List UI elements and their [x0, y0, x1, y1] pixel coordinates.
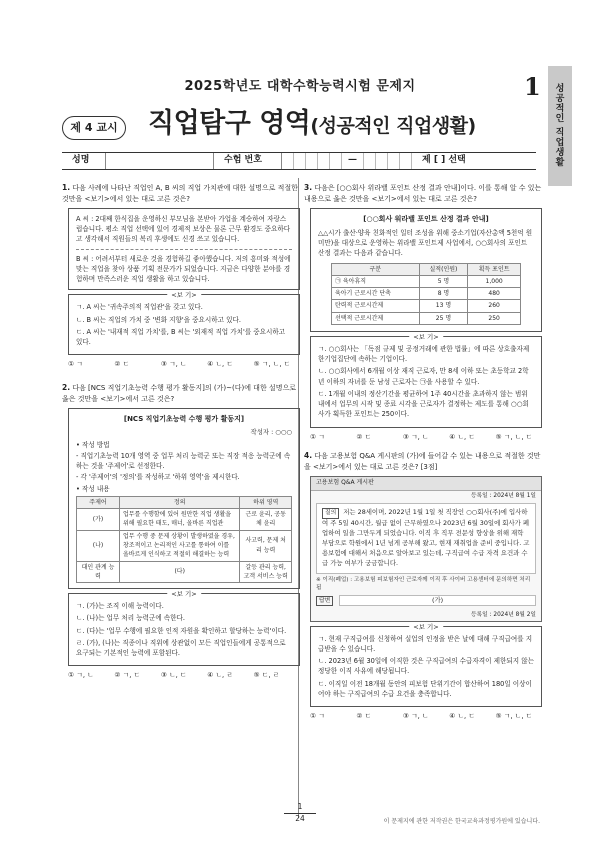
worksheet-title: [NCS 직업기초능력 수행 평가 활동지]: [123, 415, 245, 424]
question-stem: 다음 고용보험 Q&A 게시판의 (가)에 들어갈 수 있는 내용으로 적절한 것만을 <보기>에서 있는 대로 고른 것은? [3점]: [304, 452, 541, 471]
side-tab-char: 공: [555, 93, 565, 104]
qa-note: ※ 이직(폐업) : 고용보험 피보험자인 근로자께 이직 후 사이버 고용센터에 문의하면 처리 됩: [316, 577, 531, 592]
table-cell: (나): [77, 530, 120, 561]
exam-number-digit[interactable]: [376, 153, 388, 169]
question-number: 3.: [304, 183, 313, 192]
q1-bogi: [68, 291, 300, 355]
qa-question-text: 저는 28세이며, 2022년 1월 1일 첫 직장인 ○○회사(주)에 입사하여 주 5일 40시간, 월급 없이 근무하였으나 2023년 6월 30일에 회사가 폐업하여 일을 그만두게 되었습니다. 이직 후 직무 전문성 향상을 위해 재학 부담으로 학원에서 1년 넘게 공부해 왔고, 현재 재취업을 준비 중입니다. 고용보험에 대해서 처음으로 알아보고 있는데, 구직급여 수급 자격 요건과 수급 가능 여부가 궁금합니다.: [322, 508, 530, 568]
q1-case-box: [68, 208, 300, 290]
bogi-item: ㄷ. (다)는 '업무 수행에 필요한 인적 자원을 확인하고 할당하는 능력'이다.: [76, 626, 287, 635]
choice-3[interactable]: ③ ㄱ, ㄴ: [402, 711, 429, 720]
q3-choices: [310, 433, 542, 443]
exam-number-digit[interactable]: [306, 153, 318, 169]
bogi-item: ㄱ. 현재 구직급여를 신청하여 실업의 인정을 받은 날에 대해 구직급여를 지급받을 수 있습니다.: [318, 634, 533, 653]
table-cell: ㉠ 육아휴직: [331, 275, 419, 287]
score-table: [331, 263, 521, 325]
choice-5[interactable]: ⑤ ㄱ, ㄴ, ㄷ: [253, 360, 291, 369]
table-cell: 육아기 근로시간 단축: [331, 288, 419, 300]
table-header: 주제어: [77, 496, 120, 508]
choice-5[interactable]: ⑤ ㄱ, ㄴ, ㄷ: [495, 711, 533, 720]
table-cell: 근로 윤리, 공동체 윤리: [240, 509, 292, 531]
worksheet-method: - 직업기초능력 10개 영역 중 업무 처리 능력군 또는 직장 적응 능력군에 속하는 것을 '주제어'로 선정한다.: [76, 452, 291, 471]
choice-5[interactable]: ⑤ ㄷ, ㄹ: [253, 671, 280, 680]
choice-5[interactable]: ⑤ ㄱ, ㄴ, ㄷ: [495, 432, 533, 441]
question-number: 4.: [304, 451, 313, 461]
table-row: [77, 530, 292, 561]
qa-board-header: 고용보험 Q&A 게시판: [311, 477, 541, 491]
subject-title: [148, 104, 476, 143]
table-row: [331, 300, 520, 312]
table-row: [331, 312, 520, 324]
table-cell: 1,000: [468, 275, 521, 287]
q3-bogi: [310, 332, 542, 428]
table-row: [77, 509, 292, 531]
choice-1[interactable]: ① ㄱ, ㄴ: [68, 671, 94, 680]
question-stem: 다음 사례에 나타난 직업인 A, B 씨의 직업 가치관에 대한 설명으로 적절한 것만을 <보기>에서 있는 대로 고른 것은?: [62, 184, 298, 203]
q2-choices: [68, 671, 300, 681]
side-tab-char: 생: [555, 148, 565, 159]
side-tab-char: 성: [555, 83, 565, 94]
bogi-title: <보 기>: [409, 622, 443, 632]
question-3: [304, 182, 542, 204]
side-tab-char: 활: [555, 158, 565, 169]
exam-number-label: 수험 번호: [214, 153, 282, 169]
table-header: 실적(인원): [419, 263, 468, 275]
exam-number-digit[interactable]: [294, 153, 306, 169]
choice-4[interactable]: ④ ㄴ, ㄷ: [449, 432, 475, 441]
q2-bogi: [68, 590, 300, 666]
q4-choices: [310, 712, 542, 722]
question-4: [304, 450, 542, 472]
table-cell: 탄력적 근로시간제: [331, 300, 419, 312]
qa-question-tag: 질의: [322, 508, 339, 519]
notice-title: [○○회사 워라밸 포인트 산정 결과 안내]: [363, 215, 489, 223]
table-cell: 갈등 관리 능력, 고객 서비스 능력: [240, 561, 292, 583]
question-number: 1.: [62, 183, 71, 192]
table-cell: 업무를 수행함에 있어 원만한 직업 생활을 위해 필요한 태도, 매너, 올바른 직업관: [120, 509, 240, 531]
bogi-item: ㄱ. A 씨는 '귀속주의적 직업관'을 갖고 있다.: [76, 303, 203, 312]
choice-2[interactable]: ② ㄷ: [356, 432, 372, 441]
elective-select-label: 제 [ ] 선택: [422, 155, 466, 166]
table-header: 구분: [331, 263, 419, 275]
bogi-item: ㄴ. (나)는 업무 처리 능력군에 속한다.: [76, 614, 185, 623]
notice-body: △△시가 출산·양육 친화적인 일터 조성을 위해 중소기업(자산총액 5천억 원 미만)을 대상으로 운영하는 위라밸 포인트제 사업에서, ○○회사의 포인트 산정 결과는 다음과 같습니다.: [318, 228, 533, 258]
worksheet-writer: 작성자 : ○○○: [250, 427, 292, 436]
q4-bogi: [310, 622, 542, 707]
table-cell: 260: [468, 300, 521, 312]
side-tab-char: 업: [555, 138, 565, 149]
choice-1[interactable]: ① ㄱ: [310, 711, 325, 720]
table-cell: 25 명: [419, 312, 468, 324]
table-row: [77, 561, 292, 583]
bogi-item: ㄴ. ○○회사에서 6개월 이상 재직 근로자, 만 8세 이하 또는 초등학교 2학년 이하의 자녀를 둔 남성 근로자는 ㉠을 사용할 수 있다.: [318, 367, 529, 386]
subject-main: 직업탐구 영역: [148, 108, 311, 139]
period-badge: 제 4 교시: [62, 116, 126, 140]
question-2: [62, 382, 300, 404]
choice-3[interactable]: ③ ㄱ, ㄴ: [160, 360, 187, 369]
subject-side-tab: [548, 66, 572, 186]
subject-sub: (성공적인 직업생활): [310, 115, 476, 137]
case-b: B 씨 : 어려서부터 새로운 것을 경험하길 좋아했습니다. 저의 흥미와 적성에 맞는 직업을 찾아 상품 기획 전문가가 되었습니다. 지금은 다양한 분야를 경험하며 만족스러운 직업 생활을 하고 있습니다.: [76, 254, 291, 284]
qa-answer-field: [339, 595, 536, 606]
table-cell: (가): [77, 509, 120, 531]
table-header: 하위 영역: [240, 496, 292, 508]
name-field[interactable]: [106, 153, 214, 169]
name-row: [62, 152, 536, 170]
left-column: [62, 182, 300, 681]
worksheet-table: [76, 496, 292, 583]
exam-number-digit[interactable]: [330, 153, 342, 169]
choice-3[interactable]: ③ ㄴ, ㄷ: [160, 671, 187, 680]
exam-number-digit[interactable]: [282, 153, 294, 169]
bogi-item: ㄹ. (가), (나)는 직종이나 직위에 상관없이 모든 직업인들에게 공통적으로 요구되는 기본적인 능력에 포함된다.: [76, 638, 286, 658]
copyright-notice: 이 문제지에 관한 저작권은 한국교육과정평가원에 있습니다.: [383, 818, 540, 825]
table-cell: 480: [468, 288, 521, 300]
choice-4[interactable]: ④ ㄴ, ㄷ: [207, 360, 233, 369]
choice-1[interactable]: ① ㄱ: [310, 432, 325, 441]
qa-answer-date: 등록일 : 2024년 8월 2일: [470, 612, 536, 619]
q1-choices: [68, 360, 300, 370]
qa-answer-tag: 답변: [316, 596, 333, 606]
side-tab-char: 인: [555, 113, 565, 124]
exam-number-digit[interactable]: [388, 153, 400, 169]
table-cell: 5 명: [419, 275, 468, 287]
bogi-item: ㄱ. (가)는 조직 이해 능력이다.: [76, 602, 164, 611]
question-number: 2.: [62, 383, 71, 393]
dashed-divider: [76, 249, 292, 250]
table-cell: 250: [468, 312, 521, 324]
side-tab-char: 적: [555, 103, 565, 114]
qa-board: [310, 476, 542, 621]
exam-number-digit[interactable]: [400, 153, 412, 169]
table-row: [331, 275, 520, 287]
bogi-title: <보 기>: [409, 332, 443, 342]
bogi-item: ㄷ. 이직일 이전 18개월 동안의 피보험 단위기간이 합산하여 180일 이상이어야 하는 구직급여의 수급 요건을 충족합니다.: [318, 679, 532, 698]
bogi-item: ㄱ. ○○회사는 「독점 규제 및 공정거래에 관한 법률」에 따른 상호출자제한기업집단에 속하는 기업이다.: [318, 344, 530, 364]
bogi-item: ㄷ. 1개월 이내의 정산기간을 평균하여 1주 40시간을 초과하지 않는 범위 내에서 업무의 시작 및 종료 시각을 근로자가 결정하는 제도를 통해 ○○회사가 획득한 포인트는 250이다.: [318, 389, 529, 419]
choice-4[interactable]: ④ ㄴ, ㄷ: [449, 711, 475, 720]
worksheet-method: - 각 '주제어'의 '정의'를 작성하고 '하위 영역'을 제시한다.: [76, 473, 240, 482]
side-tab-char: 직: [555, 128, 565, 138]
choice-2[interactable]: ② ㄷ: [114, 360, 130, 369]
bogi-title: <보 기>: [167, 290, 201, 300]
name-label: 성명: [62, 153, 106, 169]
exam-number-digit[interactable]: [318, 153, 330, 169]
table-header: 정의: [120, 496, 240, 508]
table-cell: 업무 수행 중 문제 상황이 발생하였을 경우, 창조적이고 논리적인 사고를 통하여 이를 올바르게 인식하고 적절히 해결하는 능력: [120, 530, 240, 561]
table-row: [331, 288, 520, 300]
choice-2[interactable]: ② ㄱ, ㄷ: [114, 671, 141, 680]
choice-1[interactable]: ① ㄱ: [68, 360, 83, 369]
exam-number-digit[interactable]: [364, 153, 376, 169]
right-column: [304, 182, 542, 722]
table-cell: 13 명: [419, 300, 468, 312]
table-header: 획득 포인트: [468, 263, 521, 275]
exam-number-dash: —: [342, 153, 364, 169]
q2-worksheet: [68, 408, 300, 589]
bogi-item: ㄴ. 2023년 6월 30일에 이직한 것은 구직급여의 수급자격이 제한되지 않는 정당한 이직 사유에 해당됩니다.: [318, 657, 534, 676]
table-cell: 사고력, 문제 처리 능력: [240, 530, 292, 561]
worksheet-section: • 작성 내용: [76, 484, 110, 493]
case-a: A 씨 : 2대째 한식집을 운영하신 부모님을 본받아 가업을 계승하여 자랑스럽습니다. 평소 직업 선택에 있어 경제적 보상은 물론 근무 환경도 중요하다고 생각해서 직원들의 복리 후생에도 신경 쓰고 있습니다.: [76, 215, 291, 244]
choice-2[interactable]: ② ㄷ: [356, 711, 372, 720]
bogi-item: ㄴ. B 씨는 직업의 가치 중 '변화 지향'을 중요시하고 있다.: [76, 315, 241, 324]
table-cell: (다): [120, 561, 240, 583]
worksheet-section: • 작성 방법: [76, 440, 110, 449]
table-cell: 선택적 근로시간제: [331, 312, 419, 324]
table-cell: 8 명: [419, 288, 468, 300]
footer-total: 24: [295, 813, 305, 823]
qa-answer: [316, 595, 536, 606]
exam-title: 2025학년도 대학수학능력시험 문제지: [184, 79, 416, 94]
choice-3[interactable]: ③ ㄱ, ㄴ: [402, 432, 429, 441]
question-stem: 다음은 [○○회사 위라밸 포인트 산정 결과 안내]이다. 이를 통해 알 수 있는 내용으로 옳은 것만을 <보기>에서 있는 대로 고른 것은?: [304, 184, 542, 203]
bogi-item: ㄷ. A 씨는 '내재적 직업 가치'를, B 씨는 '외재적 직업 가치'를 중요시하고 있다.: [76, 327, 286, 346]
choice-4[interactable]: ④ ㄴ, ㄹ: [207, 671, 233, 680]
footer-page: 1: [284, 802, 316, 814]
question-1: [62, 182, 300, 204]
page-number: 1: [524, 72, 541, 101]
qa-question: [316, 503, 536, 574]
question-stem: 다음 [NCS 직업기초능력 수행 평가 활동지]의 (가)~(다)에 대한 설명으로 옳은 것만을 <보기>에서 고른 것은?: [62, 384, 296, 403]
q3-notice-box: [310, 208, 542, 332]
qa-answer-text: (가): [432, 596, 444, 605]
table-cell: 대인 관계 능력: [77, 561, 120, 583]
bogi-title: <보 기>: [167, 589, 201, 599]
qa-question-date: 등록일 : 2024년 8월 1일: [470, 493, 536, 500]
